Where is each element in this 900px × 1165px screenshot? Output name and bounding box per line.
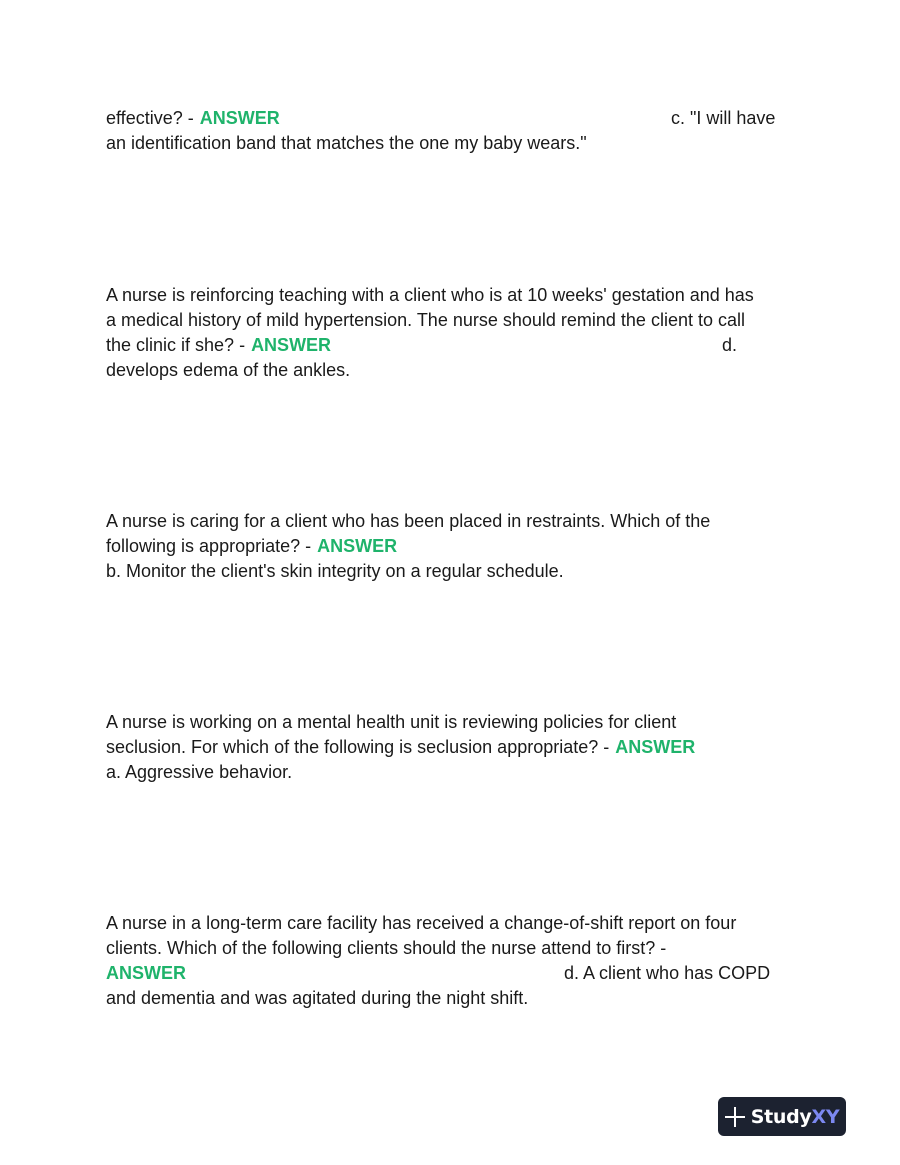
q3-question-line-2 (106, 534, 397, 559)
q4-answer-label: ANSWER (615, 737, 696, 757)
q1-answer-continuation: an identification band that matches the one my baby wears." (106, 133, 587, 153)
q3-answer-text: b. Monitor the client's skin integrity on a regular schedule. (106, 561, 564, 581)
q4-question-line-1: A nurse is working on a mental health unit is reviewing policies for client (106, 712, 677, 732)
brand-accent: XY (811, 1105, 840, 1128)
q1-answer-label: ANSWER (199, 108, 280, 128)
q1-question-line (106, 106, 280, 131)
q5-answer-line (106, 961, 186, 986)
plus-icon (725, 1107, 745, 1127)
q5-answer-label: ANSWER (106, 963, 186, 983)
q2-answer-start: d. (722, 335, 738, 355)
q4-answer-text: a. Aggressive behavior. (106, 762, 293, 782)
q3-question-text: following is appropriate? - (106, 536, 312, 556)
q4-question-text: seclusion. For which of the following is seclusion appropriate? - (106, 737, 610, 757)
q3-question-line-1: A nurse is caring for a client who has been placed in restraints. Which of the (106, 511, 711, 531)
q2-answer-label: ANSWER (251, 335, 332, 355)
studyxy-logo-text (751, 1106, 840, 1128)
q2-question-line-2: a medical history of mild hypertension. The nurse should remind the client to call (106, 310, 745, 330)
q1-answer-start: c. "I will have (671, 108, 776, 128)
brand-main: Study (750, 1105, 812, 1128)
q5-question-line-2: clients. Which of the following clients should the nurse attend to first? - (106, 938, 667, 958)
q2-question-line-1: A nurse is reinforcing teaching with a client who is at 10 weeks' gestation and has (106, 285, 754, 305)
q3-answer-label: ANSWER (317, 536, 398, 556)
q2-question-text: the clinic if she? - (106, 335, 246, 355)
q2-question-line-3 (106, 333, 331, 358)
q5-answer-continuation: and dementia and was agitated during the night shift. (106, 988, 529, 1008)
q5-answer-start: d. A client who has COPD (564, 963, 771, 983)
q1-question-text: effective? - (106, 108, 194, 128)
q4-question-line-2 (106, 735, 695, 760)
q2-answer-continuation: develops edema of the ankles. (106, 360, 351, 380)
q5-question-line-1: A nurse in a long-term care facility has received a change-of-shift report on four (106, 913, 737, 933)
studyxy-badge[interactable] (718, 1097, 846, 1136)
